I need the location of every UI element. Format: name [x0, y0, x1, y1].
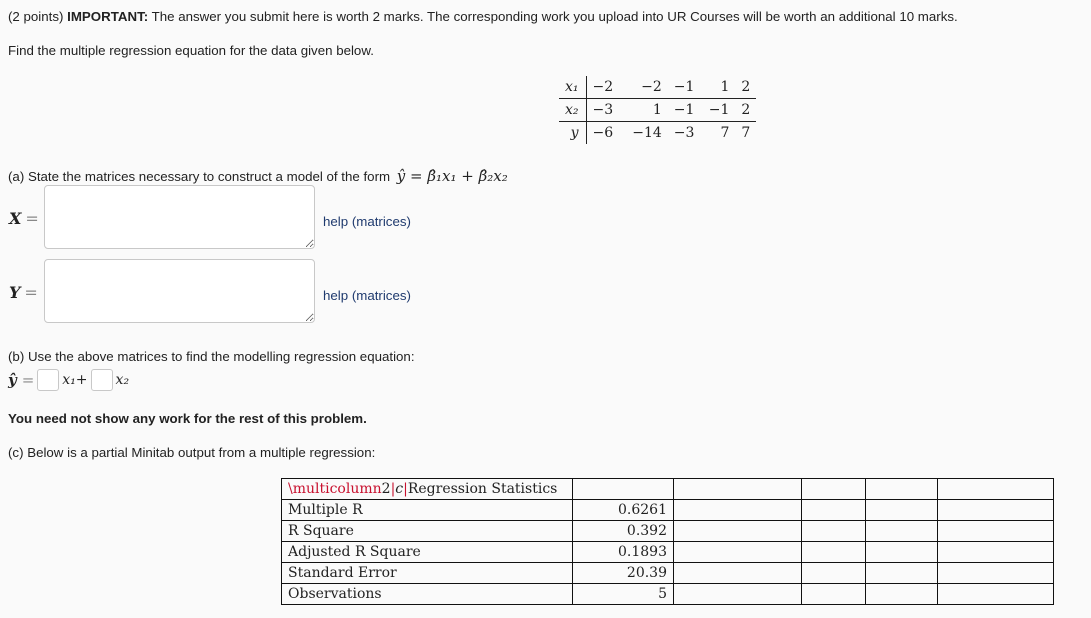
x-help-matrices-link[interactable]: help (matrices): [323, 214, 411, 229]
header-title: Regression Statistics: [407, 481, 558, 497]
latex-arg: 2: [381, 481, 391, 497]
cell: 1: [619, 99, 668, 122]
empty-cell: [802, 521, 866, 542]
empty-cell: [573, 479, 674, 500]
cell: −14: [632, 124, 662, 141]
cell: −1: [700, 99, 735, 122]
regression-equation: [8, 368, 129, 392]
empty-cell: [938, 542, 1054, 563]
y-matrix-input[interactable]: [44, 259, 315, 323]
points-intro: [8, 9, 958, 24]
coefficient-2-input[interactable]: [91, 369, 113, 391]
stat-value: 0.6261: [573, 500, 674, 521]
cell: 1: [700, 76, 735, 99]
empty-cell: [802, 584, 866, 605]
table-header-row: [282, 479, 1054, 500]
data-row-y: [559, 122, 756, 145]
empty-cell: [674, 521, 802, 542]
cell: −6: [592, 124, 614, 141]
header-cell: [282, 479, 573, 500]
equals-sign: =: [24, 283, 38, 302]
empty-cell: [674, 584, 802, 605]
intro-text: The answer you submit here is worth 2 marks. The corresponding work you upload into UR Courses will be worth an additional 10 marks.: [151, 9, 958, 24]
table-row: [282, 542, 1054, 563]
latex-error-command: \multicolumn: [288, 481, 382, 497]
stat-value: 20.39: [573, 563, 674, 584]
cell: 2: [735, 76, 756, 99]
empty-cell: [938, 500, 1054, 521]
empty-cell: [674, 479, 802, 500]
data-table: [559, 76, 756, 144]
stat-value: 5: [573, 584, 674, 605]
cell: −1: [668, 76, 701, 99]
latex-pipe: |: [390, 481, 396, 497]
empty-cell: [938, 584, 1054, 605]
empty-cell: [674, 500, 802, 521]
part-c-prompt: (c) Below is a partial Minitab output from a multiple regression:: [8, 445, 376, 460]
cell: 2: [735, 99, 756, 122]
stat-label: R Square: [282, 521, 573, 542]
equals-sign: =: [25, 209, 39, 228]
cell: −2: [619, 76, 668, 99]
cell: −2: [586, 76, 619, 99]
x-matrix-label: [9, 209, 39, 228]
y-matrix-label: [9, 283, 38, 302]
important-label: IMPORTANT:: [67, 9, 149, 24]
cell: −1: [668, 99, 701, 122]
cell: 7: [741, 124, 751, 141]
x1-term: x₁+: [62, 372, 88, 388]
table-row: [282, 500, 1054, 521]
empty-cell: [938, 563, 1054, 584]
row-label: y: [559, 122, 586, 145]
stat-label: Standard Error: [282, 563, 573, 584]
part-b-prompt: (b) Use the above matrices to find the modelling regression equation:: [8, 349, 415, 364]
empty-cell: [866, 542, 938, 563]
empty-cell: [802, 563, 866, 584]
regression-statistics-table: [281, 478, 1054, 605]
yhat-symbol: ŷ: [8, 371, 17, 389]
table-row: [282, 584, 1054, 605]
empty-cell: [802, 479, 866, 500]
empty-cell: [866, 521, 938, 542]
part-a-text: (a) State the matrices necessary to construct a model of the form: [8, 169, 391, 184]
empty-cell: [802, 500, 866, 521]
stat-value: 0.1893: [573, 542, 674, 563]
latex-align: c: [395, 481, 404, 497]
empty-cell: [674, 542, 802, 563]
part-a-prompt: [8, 167, 508, 185]
x-symbol: X: [9, 209, 22, 228]
empty-cell: [802, 542, 866, 563]
empty-cell: [938, 479, 1054, 500]
problem-statement: Find the multiple regression equation for the data given below.: [8, 43, 374, 58]
data-row-x1: [559, 76, 756, 99]
stat-label: Multiple R: [282, 500, 573, 521]
row-label: x₁: [559, 76, 586, 99]
stat-label: Adjusted R Square: [282, 542, 573, 563]
x2-term: x₂: [115, 372, 130, 388]
stat-label: Observations: [282, 584, 573, 605]
row-label: x₂: [559, 99, 586, 122]
no-work-note: You need not show any work for the rest of this problem.: [8, 411, 367, 426]
cell: −3: [673, 124, 695, 141]
table-row: [282, 563, 1054, 584]
equals-sign: =: [21, 371, 35, 389]
x-matrix-input[interactable]: [44, 185, 315, 249]
table-row: [282, 521, 1054, 542]
empty-cell: [866, 479, 938, 500]
coefficient-1-input[interactable]: [37, 369, 59, 391]
latex-pipe: |: [403, 481, 408, 497]
y-symbol: Y: [9, 283, 21, 302]
empty-cell: [866, 500, 938, 521]
empty-cell: [866, 563, 938, 584]
model-formula: ŷ = β̂₁x₁ + β̂₂x₂: [396, 167, 508, 185]
points-label: (2 points): [8, 9, 64, 24]
cell: 7: [720, 124, 730, 141]
y-help-matrices-link[interactable]: help (matrices): [323, 288, 411, 303]
data-row-x2: [559, 99, 756, 122]
cell: −3: [586, 99, 619, 122]
empty-cell: [938, 521, 1054, 542]
stat-value: 0.392: [573, 521, 674, 542]
empty-cell: [866, 584, 938, 605]
empty-cell: [674, 563, 802, 584]
